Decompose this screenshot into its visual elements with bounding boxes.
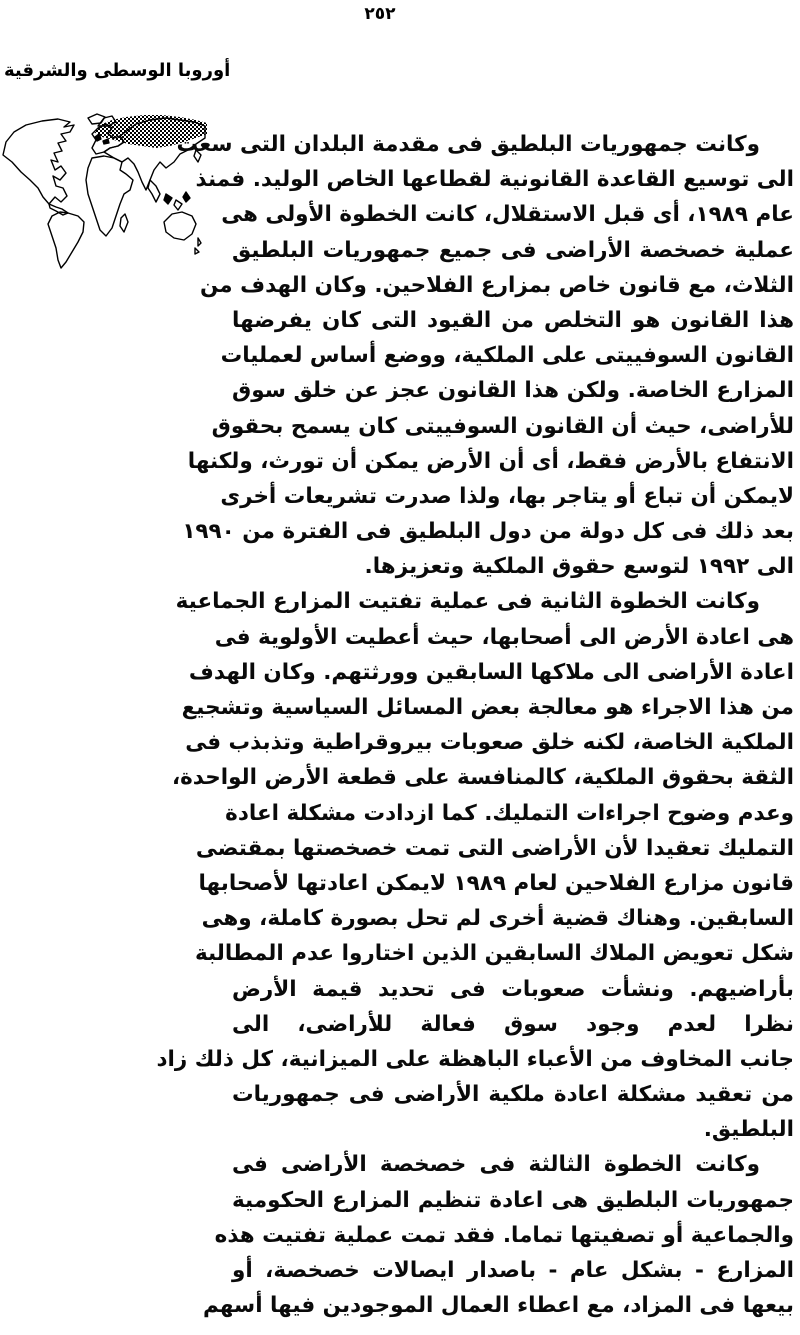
text-line: وكانت الخطوة الثانية فى عملية تفتيت المزارع الجماعية [175,589,760,615]
text-line: السابقين. وهناك قضية أخرى لم تحل بصورة كاملة، وهى [201,906,794,932]
text-line: الثلاث، مع قانون خاص بمزارع الفلاحين. وكان الهدف من [199,272,794,298]
text-line: المزارع الخاصة. ولكن هذا القانون عجز عن خلق سوق [232,378,794,404]
text-line: الملكية الخاصة، لكنه خلق صعوبات بيروقراطية وتذبذب فى [185,730,794,756]
text-line: التمليك تعقيدا لأن الأراضى التى تمت خصخصتها بمقتضى [195,835,794,861]
text-line: جمهوريات البلطيق هى اعادة تنظيم المزارع الحكومية [232,1187,794,1213]
article-text [156,127,794,1323]
text-line: بيعها فى المزاد، مع اعطاء العمال الموجودين فيها أسهم [203,1293,794,1319]
text-line: قانون مزارع الفلاحين لعام ١٩٨٩ لايمكن اعادتها لأصحابها [198,870,794,896]
section-header: أوروبا الوسطى والشرقية [4,60,231,81]
text-line: بأراضيهم. ونشأت صعوبات فى تحديد قيمة الأرض [232,976,794,1002]
text-line: من هذا الاجراء هو معالجة بعض المسائل السياسية وتشجيع [181,695,794,720]
text-line: الانتفاع بالأرض فقط، أى أن الأرض يمكن أن تورث، ولكنها [187,448,794,474]
text-line: لايمكن أن تباع أو يتاجر بها، ولذا صدرت تشريعات أخرى [220,483,794,509]
text-line: القانون السوفييتى على الملكية، ووضع أساس لعمليات [220,343,794,369]
text-line: المزارع - بشكل عام - باصدار ايصالات خصخصة، أو [232,1258,794,1283]
text-line: وكانت الخطوة الثالثة فى خصخصة الأراضى فى [232,1152,760,1178]
text-line: الى ١٩٩٢ لتوسع حقوق الملكية وتعزيزها. [364,554,794,580]
paragraph [203,1147,794,1323]
page-number: ٢٥٢ [364,4,396,24]
text-line: وكانت جمهوريات البلطيق فى مقدمة البلدان التى سعت [176,132,760,157]
text-line: عام ١٩٨٩، أى قبل الاستقلال، كانت الخطوة الأولى هى [221,202,794,228]
text-line: شكل تعويض الملاك السابقين الذين اختاروا عدم المطالبة [194,941,794,967]
text-line: هى اعادة الأرض الى أصحابها، حيث أعطيت الأولوية فى [214,624,794,650]
text-line: البلطيق. [703,1117,794,1143]
text-line: وعدم وضوح اجراءات التمليك. كما ازدادت مشكلة اعادة [225,800,794,826]
text-line: هذا القانون هو التخلص من القيود التى كان يفرضها [232,307,794,333]
text-line: من تعقيد مشكلة اعادة ملكية الأراضى فى جمهوريات [232,1082,794,1108]
text-line: جانب المخاوف من الأعباء الباهظة على الميزانية، كل ذلك زاد [156,1046,794,1072]
text-line: الى توسيع القاعدة القانونية لقطاعها الخاص الوليد. فمنذ [195,167,794,193]
text-line: عملية خصخصة الأراضى فى جميع جمهوريات البلطيق [232,237,794,263]
paragraph [156,584,794,1147]
text-line: نظرا لعدم وجود سوق فعالة للأراضى، الى [232,1011,794,1037]
text-line: اعادة الأراضى الى ملاكها السابقين وورثتهم. وكان الهدف [188,659,794,685]
text-line: الثقة بحقوق الملكية، كالمنافسة على قطعة الأرض الواحدة، [171,765,794,791]
text-line: بعد ذلك فى كل دولة من دول البلطيق فى الفترة من ١٩٩٠ [182,519,794,545]
text-line: للأراضى، حيث أن القانون السوفييتى كان يسمح بحقوق [211,413,794,439]
text-line: والجماعية أو تصفيتها تماما. فقد تمت عملية تفتيت هذه [214,1222,794,1248]
paragraph [176,127,794,584]
